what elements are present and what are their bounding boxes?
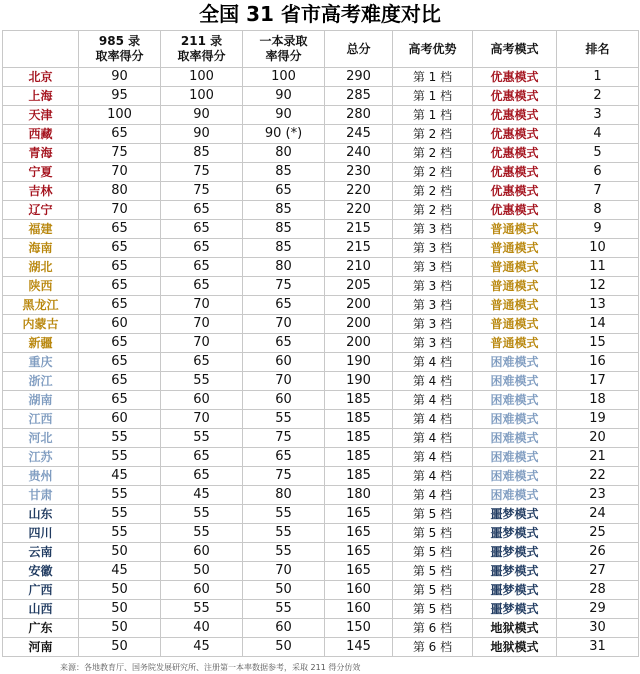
total-cell: 185 xyxy=(325,429,393,448)
table-row xyxy=(3,562,639,581)
difficulty-table-container xyxy=(2,30,638,657)
score-211-cell: 75 xyxy=(161,163,243,182)
total-cell: 185 xyxy=(325,448,393,467)
score-985-cell: 90 xyxy=(79,68,161,87)
province-cell: 湖南 xyxy=(3,391,79,410)
score-985-cell: 55 xyxy=(79,505,161,524)
province-cell: 上海 xyxy=(3,87,79,106)
advantage-tier-cell: 第 4 档 xyxy=(393,391,473,410)
mode-cell: 噩梦模式 xyxy=(473,543,557,562)
total-cell: 200 xyxy=(325,334,393,353)
mode-cell: 地狱模式 xyxy=(473,638,557,657)
score-985-cell: 65 xyxy=(79,296,161,315)
source-note: 来源：各地教育厅、国务院发展研究所、注册第一本率数据参考，采取 211 得分仿效 xyxy=(60,663,361,672)
score-211-cell: 70 xyxy=(161,315,243,334)
total-cell: 160 xyxy=(325,581,393,600)
province-cell: 江西 xyxy=(3,410,79,429)
table-row xyxy=(3,334,639,353)
total-cell: 185 xyxy=(325,467,393,486)
total-cell: 165 xyxy=(325,562,393,581)
province-cell: 内蒙古 xyxy=(3,315,79,334)
mode-cell: 困难模式 xyxy=(473,448,557,467)
score-985-cell: 60 xyxy=(79,315,161,334)
rank-cell: 31 xyxy=(557,638,639,657)
table-row xyxy=(3,448,639,467)
score-211-cell: 65 xyxy=(161,201,243,220)
advantage-tier-cell: 第 4 档 xyxy=(393,353,473,372)
score-211-cell: 55 xyxy=(161,429,243,448)
total-cell: 230 xyxy=(325,163,393,182)
total-cell: 200 xyxy=(325,315,393,334)
score-211-cell: 40 xyxy=(161,619,243,638)
advantage-tier-cell: 第 3 档 xyxy=(393,334,473,353)
rank-cell: 30 xyxy=(557,619,639,638)
total-cell: 190 xyxy=(325,372,393,391)
score-985-cell: 80 xyxy=(79,182,161,201)
table-row xyxy=(3,106,639,125)
score-first-tier-cell: 80 xyxy=(243,486,325,505)
province-cell: 广西 xyxy=(3,581,79,600)
score-211-cell: 60 xyxy=(161,543,243,562)
advantage-tier-cell: 第 2 档 xyxy=(393,163,473,182)
province-cell: 江苏 xyxy=(3,448,79,467)
score-211-cell: 90 xyxy=(161,106,243,125)
rank-cell: 15 xyxy=(557,334,639,353)
advantage-tier-cell: 第 5 档 xyxy=(393,543,473,562)
total-cell: 185 xyxy=(325,410,393,429)
header-985-score: 985 录取率得分 xyxy=(79,31,161,68)
advantage-tier-cell: 第 4 档 xyxy=(393,448,473,467)
table-row xyxy=(3,125,639,144)
advantage-tier-cell: 第 5 档 xyxy=(393,600,473,619)
score-211-cell: 45 xyxy=(161,486,243,505)
province-cell: 宁夏 xyxy=(3,163,79,182)
score-first-tier-cell: 90 xyxy=(243,87,325,106)
advantage-tier-cell: 第 4 档 xyxy=(393,410,473,429)
rank-cell: 22 xyxy=(557,467,639,486)
total-cell: 215 xyxy=(325,239,393,258)
score-first-tier-cell: 90 xyxy=(243,106,325,125)
table-row xyxy=(3,201,639,220)
table-row xyxy=(3,87,639,106)
rank-cell: 3 xyxy=(557,106,639,125)
score-985-cell: 55 xyxy=(79,486,161,505)
score-985-cell: 55 xyxy=(79,448,161,467)
mode-cell: 困难模式 xyxy=(473,410,557,429)
table-row xyxy=(3,391,639,410)
total-cell: 165 xyxy=(325,524,393,543)
score-first-tier-cell: 50 xyxy=(243,581,325,600)
total-cell: 220 xyxy=(325,201,393,220)
table-row xyxy=(3,296,639,315)
table-header-row xyxy=(3,31,639,68)
advantage-tier-cell: 第 4 档 xyxy=(393,429,473,448)
table-row xyxy=(3,467,639,486)
table-row xyxy=(3,524,639,543)
score-first-tier-cell: 70 xyxy=(243,315,325,334)
rank-cell: 19 xyxy=(557,410,639,429)
header-rank: 排名 xyxy=(557,31,639,68)
mode-cell: 噩梦模式 xyxy=(473,600,557,619)
advantage-tier-cell: 第 5 档 xyxy=(393,562,473,581)
total-cell: 150 xyxy=(325,619,393,638)
table-row xyxy=(3,163,639,182)
table-row xyxy=(3,258,639,277)
table-row xyxy=(3,277,639,296)
mode-cell: 地狱模式 xyxy=(473,619,557,638)
table-row xyxy=(3,638,639,657)
score-first-tier-cell: 65 xyxy=(243,448,325,467)
rank-cell: 23 xyxy=(557,486,639,505)
total-cell: 185 xyxy=(325,391,393,410)
score-first-tier-cell: 75 xyxy=(243,467,325,486)
rank-cell: 13 xyxy=(557,296,639,315)
header-first-tier-score: 一本录取率得分 xyxy=(243,31,325,68)
header-province xyxy=(3,31,79,68)
score-211-cell: 70 xyxy=(161,410,243,429)
province-cell: 广东 xyxy=(3,619,79,638)
score-985-cell: 75 xyxy=(79,144,161,163)
mode-cell: 困难模式 xyxy=(473,486,557,505)
score-211-cell: 70 xyxy=(161,296,243,315)
advantage-tier-cell: 第 3 档 xyxy=(393,315,473,334)
table-row xyxy=(3,429,639,448)
mode-cell: 普通模式 xyxy=(473,277,557,296)
rank-cell: 28 xyxy=(557,581,639,600)
table-row xyxy=(3,619,639,638)
table-row xyxy=(3,600,639,619)
mode-cell: 普通模式 xyxy=(473,296,557,315)
province-cell: 陕西 xyxy=(3,277,79,296)
score-985-cell: 65 xyxy=(79,258,161,277)
province-cell: 新疆 xyxy=(3,334,79,353)
score-985-cell: 65 xyxy=(79,220,161,239)
page-title: 全国 31 省市高考难度对比 xyxy=(199,2,441,26)
total-cell: 210 xyxy=(325,258,393,277)
rank-cell: 29 xyxy=(557,600,639,619)
table-row xyxy=(3,182,639,201)
total-cell: 160 xyxy=(325,600,393,619)
score-first-tier-cell: 55 xyxy=(243,600,325,619)
score-first-tier-cell: 50 xyxy=(243,638,325,657)
score-first-tier-cell: 55 xyxy=(243,505,325,524)
mode-cell: 普通模式 xyxy=(473,220,557,239)
rank-cell: 14 xyxy=(557,315,639,334)
total-cell: 180 xyxy=(325,486,393,505)
province-cell: 安徽 xyxy=(3,562,79,581)
score-211-cell: 55 xyxy=(161,524,243,543)
mode-cell: 优惠模式 xyxy=(473,144,557,163)
province-cell: 四川 xyxy=(3,524,79,543)
advantage-tier-cell: 第 6 档 xyxy=(393,619,473,638)
rank-cell: 18 xyxy=(557,391,639,410)
rank-cell: 16 xyxy=(557,353,639,372)
total-cell: 165 xyxy=(325,543,393,562)
advantage-tier-cell: 第 4 档 xyxy=(393,467,473,486)
score-first-tier-cell: 70 xyxy=(243,562,325,581)
score-211-cell: 65 xyxy=(161,220,243,239)
score-211-cell: 60 xyxy=(161,391,243,410)
mode-cell: 困难模式 xyxy=(473,429,557,448)
score-985-cell: 50 xyxy=(79,581,161,600)
score-985-cell: 70 xyxy=(79,163,161,182)
rank-cell: 2 xyxy=(557,87,639,106)
score-211-cell: 50 xyxy=(161,562,243,581)
advantage-tier-cell: 第 6 档 xyxy=(393,638,473,657)
table-row xyxy=(3,220,639,239)
advantage-tier-cell: 第 1 档 xyxy=(393,106,473,125)
score-first-tier-cell: 85 xyxy=(243,220,325,239)
total-cell: 285 xyxy=(325,87,393,106)
score-first-tier-cell: 55 xyxy=(243,543,325,562)
table-row xyxy=(3,239,639,258)
header-211-score: 211 录取率得分 xyxy=(161,31,243,68)
total-cell: 165 xyxy=(325,505,393,524)
advantage-tier-cell: 第 3 档 xyxy=(393,220,473,239)
score-985-cell: 65 xyxy=(79,277,161,296)
score-211-cell: 65 xyxy=(161,258,243,277)
table-row xyxy=(3,486,639,505)
province-cell: 天津 xyxy=(3,106,79,125)
score-985-cell: 60 xyxy=(79,410,161,429)
rank-cell: 5 xyxy=(557,144,639,163)
score-first-tier-cell: 85 xyxy=(243,163,325,182)
table-row xyxy=(3,505,639,524)
total-cell: 290 xyxy=(325,68,393,87)
province-cell: 黑龙江 xyxy=(3,296,79,315)
score-first-tier-cell: 60 xyxy=(243,353,325,372)
advantage-tier-cell: 第 4 档 xyxy=(393,372,473,391)
table-row xyxy=(3,581,639,600)
table-row xyxy=(3,68,639,87)
score-985-cell: 65 xyxy=(79,334,161,353)
mode-cell: 噩梦模式 xyxy=(473,562,557,581)
rank-cell: 12 xyxy=(557,277,639,296)
mode-cell: 优惠模式 xyxy=(473,201,557,220)
score-first-tier-cell: 80 xyxy=(243,258,325,277)
advantage-tier-cell: 第 5 档 xyxy=(393,524,473,543)
total-cell: 245 xyxy=(325,125,393,144)
score-985-cell: 55 xyxy=(79,524,161,543)
score-first-tier-cell: 60 xyxy=(243,391,325,410)
advantage-tier-cell: 第 2 档 xyxy=(393,182,473,201)
score-985-cell: 100 xyxy=(79,106,161,125)
score-985-cell: 55 xyxy=(79,429,161,448)
header-total: 总分 xyxy=(325,31,393,68)
province-cell: 北京 xyxy=(3,68,79,87)
score-211-cell: 65 xyxy=(161,448,243,467)
score-first-tier-cell: 60 xyxy=(243,619,325,638)
header-mode: 高考模式 xyxy=(473,31,557,68)
score-985-cell: 50 xyxy=(79,638,161,657)
province-cell: 河南 xyxy=(3,638,79,657)
score-first-tier-cell: 65 xyxy=(243,182,325,201)
mode-cell: 优惠模式 xyxy=(473,163,557,182)
province-cell: 河北 xyxy=(3,429,79,448)
score-211-cell: 90 xyxy=(161,125,243,144)
table-row xyxy=(3,144,639,163)
province-cell: 青海 xyxy=(3,144,79,163)
rank-cell: 10 xyxy=(557,239,639,258)
score-211-cell: 85 xyxy=(161,144,243,163)
rank-cell: 7 xyxy=(557,182,639,201)
rank-cell: 27 xyxy=(557,562,639,581)
advantage-tier-cell: 第 3 档 xyxy=(393,258,473,277)
score-first-tier-cell: 55 xyxy=(243,524,325,543)
rank-cell: 8 xyxy=(557,201,639,220)
mode-cell: 优惠模式 xyxy=(473,87,557,106)
score-211-cell: 65 xyxy=(161,467,243,486)
province-cell: 山东 xyxy=(3,505,79,524)
total-cell: 280 xyxy=(325,106,393,125)
advantage-tier-cell: 第 2 档 xyxy=(393,144,473,163)
score-985-cell: 50 xyxy=(79,600,161,619)
score-211-cell: 65 xyxy=(161,353,243,372)
province-cell: 贵州 xyxy=(3,467,79,486)
advantage-tier-cell: 第 4 档 xyxy=(393,486,473,505)
score-211-cell: 60 xyxy=(161,581,243,600)
mode-cell: 优惠模式 xyxy=(473,125,557,144)
score-985-cell: 65 xyxy=(79,391,161,410)
score-211-cell: 70 xyxy=(161,334,243,353)
score-985-cell: 65 xyxy=(79,125,161,144)
mode-cell: 优惠模式 xyxy=(473,182,557,201)
advantage-tier-cell: 第 1 档 xyxy=(393,87,473,106)
province-cell: 辽宁 xyxy=(3,201,79,220)
score-985-cell: 65 xyxy=(79,239,161,258)
score-985-cell: 65 xyxy=(79,372,161,391)
rank-cell: 4 xyxy=(557,125,639,144)
province-cell: 甘肃 xyxy=(3,486,79,505)
province-cell: 山西 xyxy=(3,600,79,619)
rank-cell: 26 xyxy=(557,543,639,562)
mode-cell: 困难模式 xyxy=(473,353,557,372)
score-211-cell: 45 xyxy=(161,638,243,657)
advantage-tier-cell: 第 2 档 xyxy=(393,125,473,144)
province-cell: 西藏 xyxy=(3,125,79,144)
advantage-tier-cell: 第 3 档 xyxy=(393,296,473,315)
score-first-tier-cell: 65 xyxy=(243,296,325,315)
advantage-tier-cell: 第 3 档 xyxy=(393,277,473,296)
score-985-cell: 65 xyxy=(79,353,161,372)
mode-cell: 普通模式 xyxy=(473,315,557,334)
score-211-cell: 65 xyxy=(161,277,243,296)
rank-cell: 24 xyxy=(557,505,639,524)
header-advantage: 高考优势 xyxy=(393,31,473,68)
mode-cell: 普通模式 xyxy=(473,334,557,353)
mode-cell: 噩梦模式 xyxy=(473,581,557,600)
score-first-tier-cell: 80 xyxy=(243,144,325,163)
score-211-cell: 65 xyxy=(161,239,243,258)
rank-cell: 17 xyxy=(557,372,639,391)
score-first-tier-cell: 90 (*) xyxy=(243,125,325,144)
score-985-cell: 50 xyxy=(79,619,161,638)
total-cell: 200 xyxy=(325,296,393,315)
mode-cell: 优惠模式 xyxy=(473,68,557,87)
advantage-tier-cell: 第 5 档 xyxy=(393,581,473,600)
table-row xyxy=(3,543,639,562)
score-211-cell: 100 xyxy=(161,68,243,87)
score-985-cell: 45 xyxy=(79,467,161,486)
table-row xyxy=(3,353,639,372)
table-body xyxy=(3,68,639,657)
rank-cell: 21 xyxy=(557,448,639,467)
province-cell: 吉林 xyxy=(3,182,79,201)
mode-cell: 优惠模式 xyxy=(473,106,557,125)
mode-cell: 普通模式 xyxy=(473,239,557,258)
mode-cell: 困难模式 xyxy=(473,372,557,391)
advantage-tier-cell: 第 1 档 xyxy=(393,68,473,87)
province-cell: 海南 xyxy=(3,239,79,258)
score-985-cell: 70 xyxy=(79,201,161,220)
score-first-tier-cell: 85 xyxy=(243,239,325,258)
advantage-tier-cell: 第 2 档 xyxy=(393,201,473,220)
score-first-tier-cell: 85 xyxy=(243,201,325,220)
score-211-cell: 55 xyxy=(161,505,243,524)
province-cell: 浙江 xyxy=(3,372,79,391)
score-first-tier-cell: 65 xyxy=(243,334,325,353)
difficulty-table xyxy=(2,30,639,657)
total-cell: 145 xyxy=(325,638,393,657)
advantage-tier-cell: 第 3 档 xyxy=(393,239,473,258)
score-first-tier-cell: 75 xyxy=(243,277,325,296)
table-row xyxy=(3,410,639,429)
mode-cell: 困难模式 xyxy=(473,391,557,410)
total-cell: 205 xyxy=(325,277,393,296)
score-first-tier-cell: 70 xyxy=(243,372,325,391)
score-211-cell: 55 xyxy=(161,600,243,619)
score-985-cell: 50 xyxy=(79,543,161,562)
total-cell: 220 xyxy=(325,182,393,201)
score-985-cell: 95 xyxy=(79,87,161,106)
province-cell: 云南 xyxy=(3,543,79,562)
mode-cell: 普通模式 xyxy=(473,258,557,277)
rank-cell: 9 xyxy=(557,220,639,239)
rank-cell: 20 xyxy=(557,429,639,448)
mode-cell: 困难模式 xyxy=(473,467,557,486)
score-211-cell: 75 xyxy=(161,182,243,201)
province-cell: 福建 xyxy=(3,220,79,239)
table-row xyxy=(3,372,639,391)
total-cell: 215 xyxy=(325,220,393,239)
rank-cell: 6 xyxy=(557,163,639,182)
score-first-tier-cell: 75 xyxy=(243,429,325,448)
mode-cell: 噩梦模式 xyxy=(473,524,557,543)
score-985-cell: 45 xyxy=(79,562,161,581)
advantage-tier-cell: 第 5 档 xyxy=(393,505,473,524)
total-cell: 190 xyxy=(325,353,393,372)
score-211-cell: 100 xyxy=(161,87,243,106)
rank-cell: 1 xyxy=(557,68,639,87)
score-first-tier-cell: 100 xyxy=(243,68,325,87)
mode-cell: 噩梦模式 xyxy=(473,505,557,524)
rank-cell: 11 xyxy=(557,258,639,277)
score-211-cell: 55 xyxy=(161,372,243,391)
rank-cell: 25 xyxy=(557,524,639,543)
total-cell: 240 xyxy=(325,144,393,163)
table-row xyxy=(3,315,639,334)
province-cell: 湖北 xyxy=(3,258,79,277)
score-first-tier-cell: 55 xyxy=(243,410,325,429)
province-cell: 重庆 xyxy=(3,353,79,372)
